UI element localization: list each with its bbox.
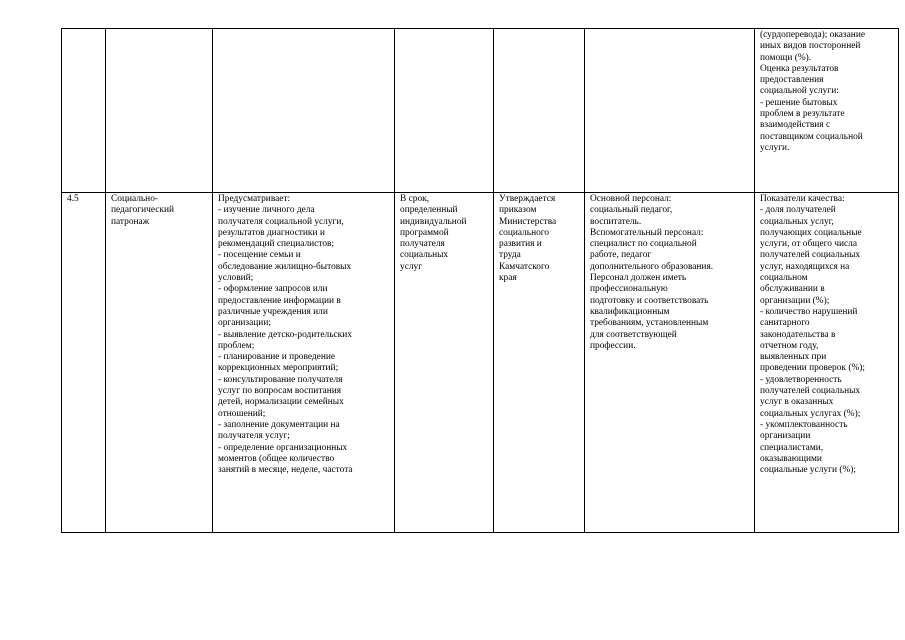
table-row-continuation: [62, 29, 899, 193]
cell-text-line: детей, нормализации семейных: [218, 397, 344, 408]
cell-text-line: воспитатель.: [590, 216, 642, 227]
cell-text-line: Утверждается: [499, 194, 556, 204]
cell-staff: [585, 29, 755, 193]
cell-text-line: результатов диагностики и: [218, 227, 325, 238]
table-row-4-5: [62, 193, 899, 533]
cell-text-line: Основной персонал:: [590, 194, 672, 204]
cell-text-line: программой: [400, 227, 449, 238]
cell-staff: [585, 193, 755, 533]
cell-text-line: социального: [499, 227, 550, 238]
cell-text-line: социальном: [760, 273, 808, 284]
cell-text-line: профессиональную: [590, 284, 668, 295]
cell-text-line: определенный: [400, 205, 458, 216]
cell-text-line: условий;: [218, 273, 254, 284]
cell-tariff: [494, 193, 585, 533]
cell-text-line: социальный педагог,: [590, 205, 673, 216]
cell-text-line: приказом: [499, 205, 537, 216]
cell-text-line: проблем в результате: [760, 109, 845, 120]
cell-text-line: отчетном году,: [760, 340, 819, 351]
cell-text-line: услуги, от общего числа: [760, 239, 857, 250]
cell-text-line: индивидуальной: [400, 216, 467, 227]
cell-text-line: получателей социальных: [760, 250, 861, 261]
cell-text-line: рекомендаций специалистов;: [218, 239, 335, 250]
cell-text-line: - определение организационных: [218, 442, 348, 453]
cell-text-line: предоставление информации в: [218, 295, 341, 306]
cell-text-line: (сурдоперевода); оказание: [760, 30, 865, 40]
cell-text-line: обследование жилищно-бытовых: [218, 261, 352, 272]
cell-text-line: выявленных при: [760, 352, 827, 363]
cell-text-line: Министерства: [499, 216, 557, 227]
cell-text-line: - решение бытовых: [760, 97, 838, 108]
cell-text-line: Показатели качества:: [760, 194, 845, 204]
cell-text-line: услуг по вопросам воспитания: [218, 386, 342, 397]
cell-text-line: специалистами,: [760, 442, 824, 453]
row-number: 4.5: [67, 194, 79, 204]
cell-tariff: [494, 29, 585, 193]
cell-description: [213, 193, 395, 533]
cell-text-line: - количество нарушений: [760, 306, 858, 317]
cell-text-line: профессии.: [590, 340, 636, 351]
cell-text-line: организации;: [218, 318, 271, 329]
cell-text-line: иных видов посторонней: [760, 41, 861, 52]
cell-text-line: получателя: [400, 239, 445, 250]
cell-text-line: - посещение семьи и: [218, 250, 301, 261]
cell-term: [395, 193, 494, 533]
cell-text-line: - консультирование получателя: [218, 374, 343, 385]
cell-text-line: Камчатского: [499, 261, 550, 272]
cell-text-line: Персонал должен иметь: [590, 273, 687, 284]
cell-text-line: получателей социальных: [760, 386, 861, 397]
cell-text-line: занятий в месяце, неделе, частота: [218, 465, 353, 476]
cell-text-line: помощи (%).: [760, 52, 812, 63]
cell-text-line: организации: [760, 431, 811, 442]
cell-text-line: социальные услуги (%);: [760, 465, 856, 476]
cell-text-line: предоставления: [760, 75, 824, 86]
cell-text-line: - изучение личного дела: [218, 205, 315, 216]
cell-text-line: Вспомогательный персонал:: [590, 227, 704, 238]
cell-text-line: услуг, находящихся на: [760, 261, 850, 272]
cell-text-line: санитарного: [760, 318, 810, 329]
cell-text-line: услуги.: [760, 142, 790, 153]
cell-text-line: - доля получателей: [760, 205, 836, 216]
cell-text-line: социальных услугах (%);: [760, 408, 861, 419]
cell-text-line: работе, педагог: [590, 250, 652, 261]
cell-number: [62, 193, 106, 533]
cell-name: [106, 29, 213, 193]
cell-text-line: различные учреждения или: [218, 306, 328, 317]
cell-text-line: взаимодействия с: [760, 120, 831, 131]
cell-text-line: квалификационным: [590, 306, 670, 317]
cell-text-line: - планирование и проведение: [218, 352, 336, 363]
cell-text-line: социальной услуги:: [760, 86, 839, 97]
cell-text-line: проблем;: [218, 340, 255, 351]
cell-text-line: - оформление запросов или: [218, 284, 328, 295]
cell-text-line: социальных услуг,: [760, 216, 834, 227]
cell-text-line: для соответствующей: [590, 329, 677, 340]
cell-number: [62, 29, 106, 193]
service-name: Социально-педагогический патронаж: [111, 194, 175, 227]
cell-description: [213, 29, 395, 193]
cell-text-line: подготовку и соответствовать: [590, 295, 709, 306]
cell-text-line: получателя услуг;: [218, 431, 290, 442]
cell-text-line: законодательства в: [760, 329, 836, 340]
cell-text-line: проведении проверок (%);: [760, 363, 865, 374]
cell-text-line: - выявление детско-родительских: [218, 329, 352, 340]
cell-text-line: В срок,: [400, 194, 430, 204]
cell-text-line: требованиям, установленным: [590, 318, 709, 329]
cell-text-line: труда: [499, 250, 521, 261]
cell-text-line: Предусматривает:: [218, 194, 291, 204]
cell-text-line: услуг в оказанных: [760, 397, 834, 408]
cell-name: [106, 193, 213, 533]
cell-text-line: услуг: [400, 261, 423, 272]
cell-text-line: отношений;: [218, 408, 266, 419]
cell-text-line: получающих социальные: [760, 227, 862, 238]
cell-text-line: - удовлетворенность: [760, 374, 842, 385]
cell-text-line: - заполнение документации на: [218, 419, 340, 430]
cell-text-line: специалист по социальной: [590, 239, 697, 250]
cell-text-line: оказывающими: [760, 453, 822, 464]
cell-text-line: Оценка результатов: [760, 63, 839, 74]
cell-text-line: дополнительного образования.: [590, 261, 714, 272]
cell-text-line: получателя социальной услуги,: [218, 216, 344, 227]
cell-text-line: моментов (общее количество: [218, 453, 335, 464]
cell-text-line: развития и: [499, 239, 542, 250]
cell-text-line: коррекционных мероприятий;: [218, 363, 339, 374]
cell-text-line: социальных: [400, 250, 449, 261]
cell-text-line: организации (%);: [760, 295, 830, 306]
cell-text-line: - укомплектованность: [760, 419, 848, 430]
cell-text-line: обслуживании в: [760, 284, 825, 295]
cell-quality: [755, 193, 899, 533]
cell-text-line: поставщиком социальной: [760, 131, 863, 142]
cell-term: [395, 29, 494, 193]
cell-text-line: края: [499, 273, 517, 284]
services-table: [61, 28, 899, 533]
cell-quality: [755, 29, 899, 193]
